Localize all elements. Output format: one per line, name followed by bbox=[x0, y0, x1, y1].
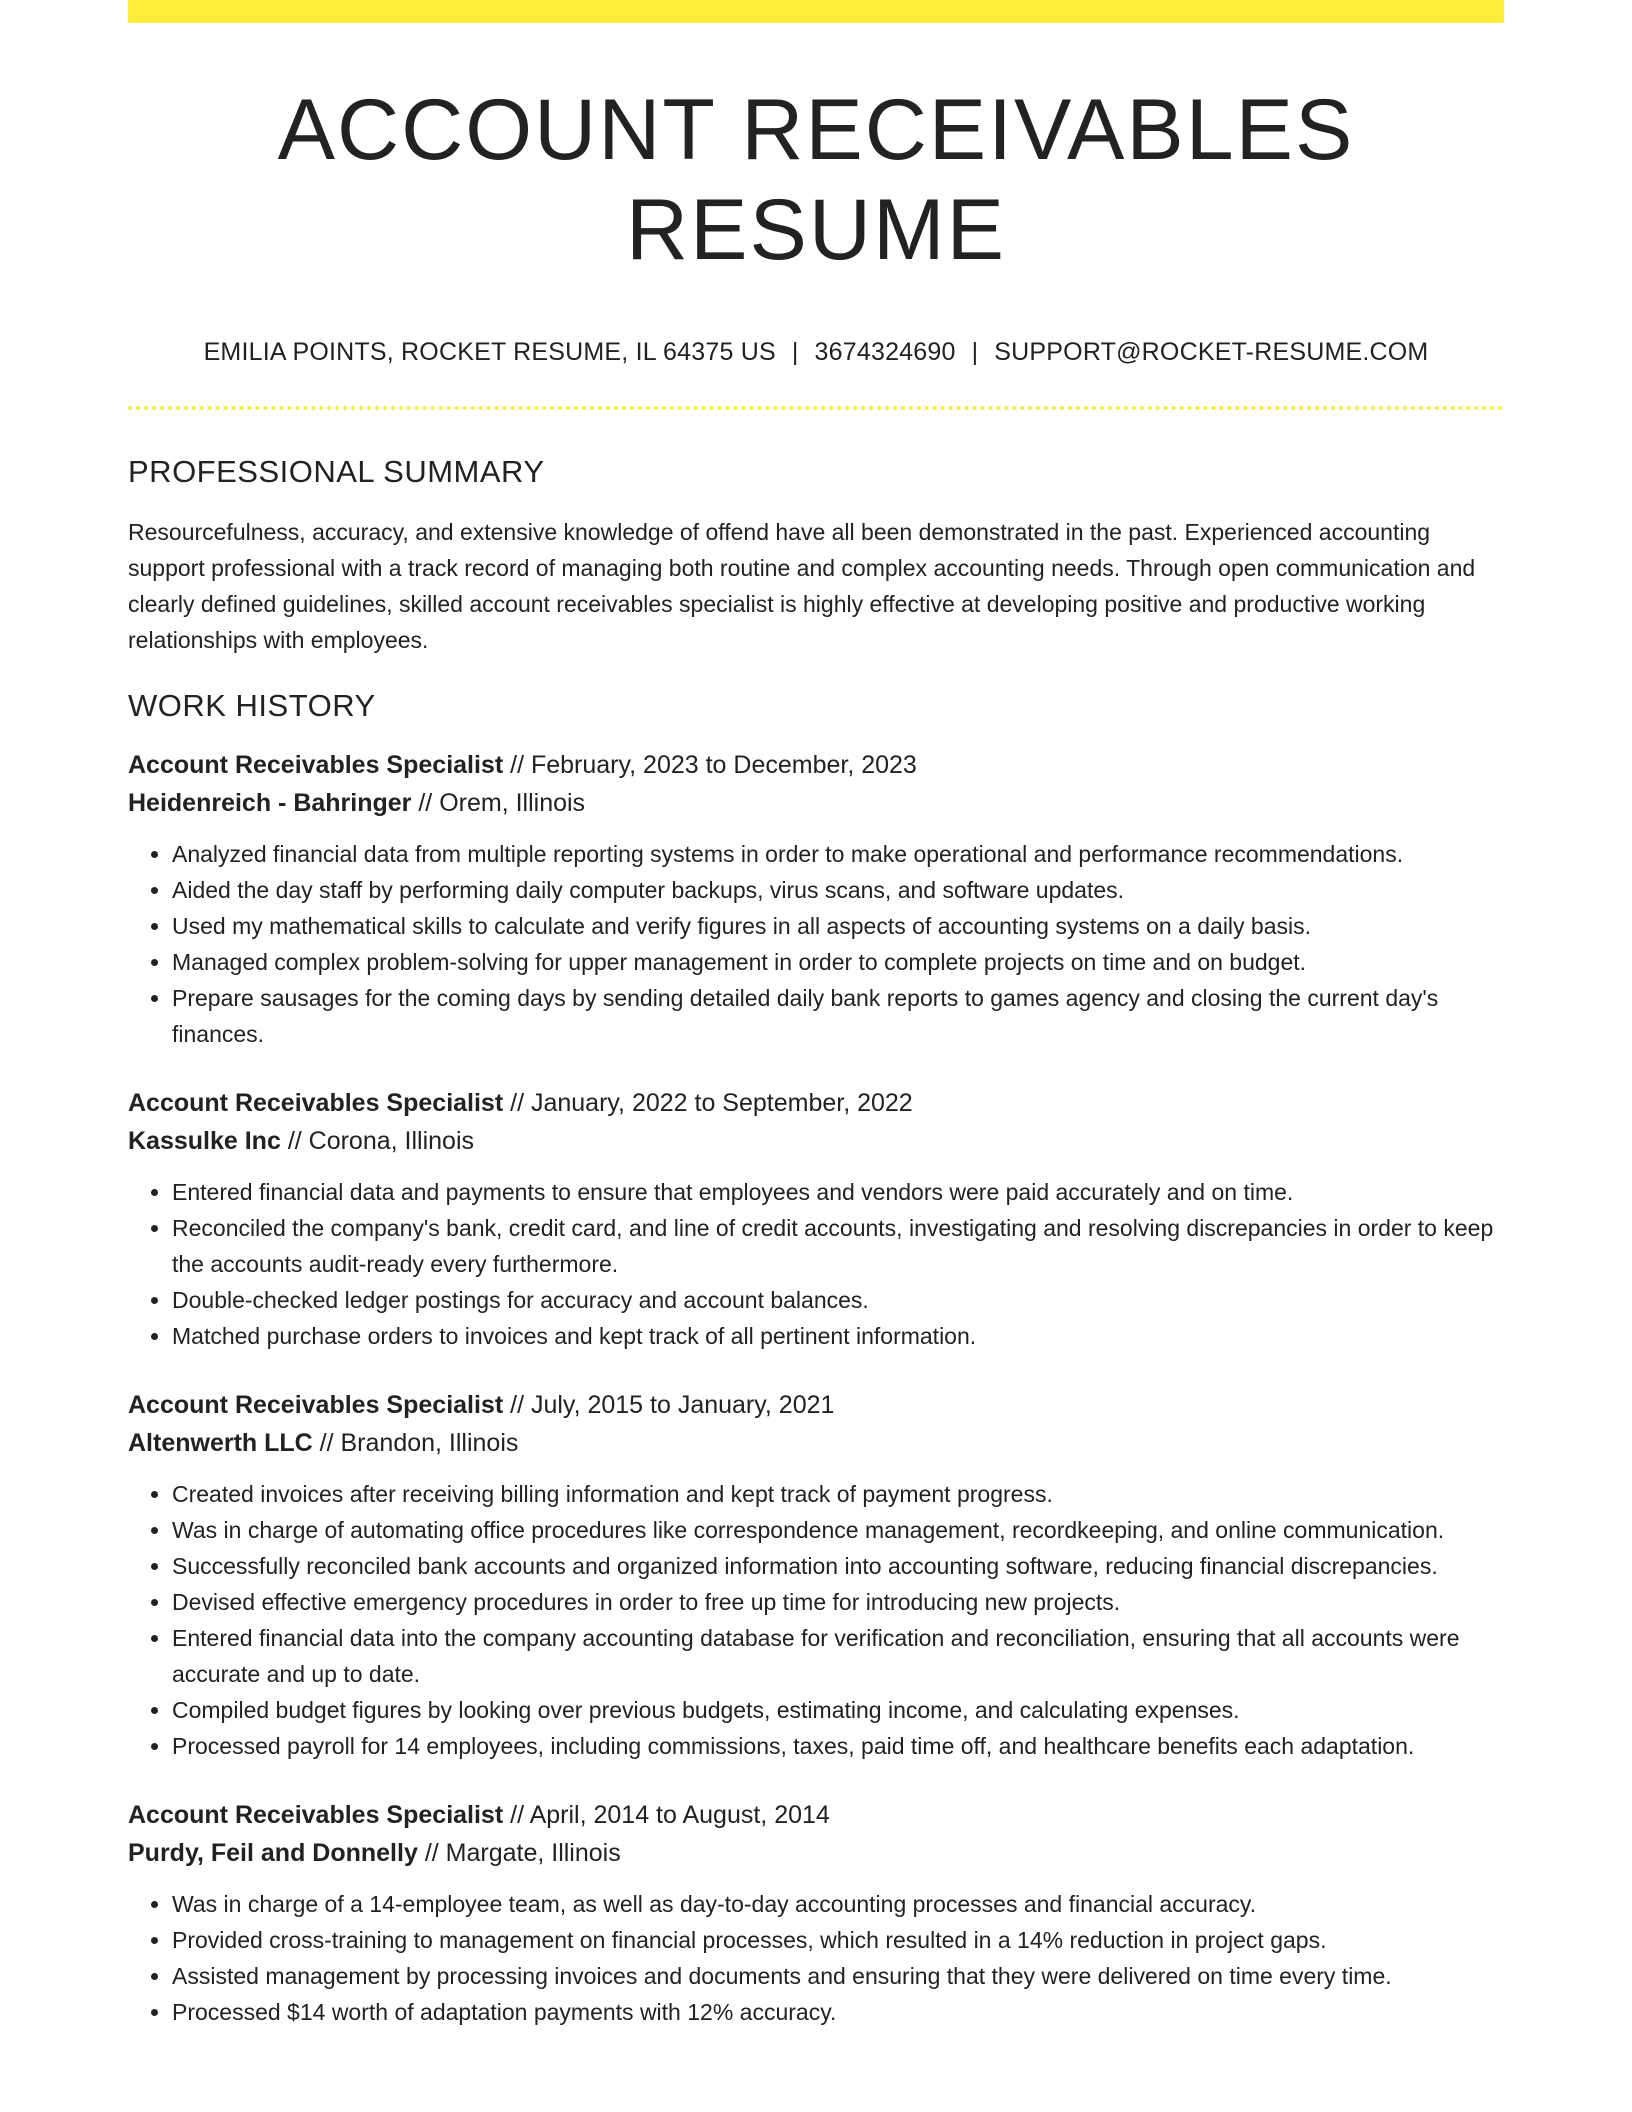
job-location: // Brandon, Illinois bbox=[319, 1429, 519, 1457]
job-entry bbox=[128, 1084, 1504, 1354]
job-bullet: • Managed complex problem-solving for upper management in order to complete projects on time and on budget. bbox=[172, 944, 1504, 980]
job-bullet: • Double-checked ledger postings for accuracy and account balances. bbox=[172, 1282, 1504, 1318]
job-bullet: • Matched purchase orders to invoices and kept track of all pertinent information. bbox=[172, 1318, 1504, 1354]
job-bullet: • Devised effective emergency procedures in order to free up time for introducing new projects. bbox=[172, 1584, 1504, 1620]
contact-phone: 3674324690 bbox=[814, 338, 956, 366]
job-title: Account Receivables Specialist bbox=[128, 1391, 504, 1419]
resume-content bbox=[128, 0, 1504, 2030]
job-dates: // February, 2023 to December, 2023 bbox=[510, 751, 917, 779]
job-dates: // January, 2022 to September, 2022 bbox=[510, 1089, 913, 1117]
job-bullet: • Was in charge of automating office procedures like correspondence management, recordkeeping, and online communication. bbox=[172, 1512, 1504, 1548]
resume-title: ACCOUNT RECEIVABLES RESUME bbox=[277, 82, 1355, 278]
job-location: // Margate, Illinois bbox=[424, 1839, 621, 1867]
job-entry bbox=[128, 746, 1504, 1052]
job-company-line bbox=[128, 1122, 1504, 1160]
contact-separator: | bbox=[791, 338, 799, 366]
work-history-heading: WORK HISTORY bbox=[128, 688, 376, 723]
job-title-line bbox=[128, 1084, 1504, 1122]
job-company: Heidenreich - Bahringer bbox=[128, 789, 412, 817]
job-bullet: • Successfully reconciled bank accounts and organized information into accounting software, reducing financial discrepancies. bbox=[172, 1548, 1504, 1584]
job-company-line bbox=[128, 784, 1504, 822]
job-bullet: • Used my mathematical skills to calculate and verify figures in all aspects of accounting systems on a daily basis. bbox=[172, 908, 1504, 944]
job-title: Account Receivables Specialist bbox=[128, 751, 504, 779]
summary-heading: PROFESSIONAL SUMMARY bbox=[128, 454, 545, 489]
contact-address: EMILIA POINTS, ROCKET RESUME, IL 64375 US bbox=[203, 338, 776, 366]
job-location: // Corona, Illinois bbox=[287, 1127, 475, 1155]
job-company: Kassulke Inc bbox=[128, 1127, 281, 1155]
job-company-line bbox=[128, 1424, 1504, 1462]
job-bullet: • Prepare sausages for the coming days by sending detailed daily bank reports to games agency and closing the current day's finances. bbox=[172, 980, 1504, 1052]
job-bullets bbox=[128, 1886, 1504, 2030]
job-bullet: • Entered financial data and payments to ensure that employees and vendors were paid accurately and on time. bbox=[172, 1174, 1504, 1210]
job-dates: // April, 2014 to August, 2014 bbox=[510, 1801, 830, 1829]
job-bullet: • Was in charge of a 14-employee team, as well as day-to-day accounting processes and financial accuracy. bbox=[172, 1886, 1504, 1922]
job-bullet: • Provided cross-training to management on financial processes, which resulted in a 14% reduction in project gaps. bbox=[172, 1922, 1504, 1958]
job-title-line bbox=[128, 746, 1504, 784]
job-entry bbox=[128, 1386, 1504, 1764]
job-bullets bbox=[128, 1476, 1504, 1764]
job-bullet: • Entered financial data into the company accounting database for verification and reconciliation, ensuring that all accounts were accurate and up to date. bbox=[172, 1620, 1504, 1692]
job-company: Purdy, Feil and Donnelly bbox=[128, 1839, 418, 1867]
job-title: Account Receivables Specialist bbox=[128, 1801, 504, 1829]
dotted-divider bbox=[128, 406, 1504, 410]
job-bullet: • Reconciled the company's bank, credit card, and line of credit accounts, investigating and resolving discrepancies in order to keep the accounts audit-ready every furthermore. bbox=[172, 1210, 1504, 1282]
job-bullet: • Processed $14 worth of adaptation payments with 12% accuracy. bbox=[172, 1994, 1504, 2030]
job-entry bbox=[128, 1796, 1504, 2030]
job-title: Account Receivables Specialist bbox=[128, 1089, 504, 1117]
job-title-line bbox=[128, 1796, 1504, 1834]
job-title-line bbox=[128, 1386, 1504, 1424]
contact-line bbox=[128, 336, 1504, 368]
job-company-line bbox=[128, 1834, 1504, 1872]
job-bullet: • Analyzed financial data from multiple reporting systems in order to make operational and performance recommendations. bbox=[172, 836, 1504, 872]
summary-text: Resourcefulness, accuracy, and extensive knowledge of offend have all been demonstrated in the past. Experienced accounting support professional with a track record of managing both routine and complex accounting needs. Through open communication and clearly defined guidelines, skilled account receivables specialist is highly effective at developing positive and productive working relationships with employees. bbox=[128, 519, 1476, 653]
job-bullet: • Created invoices after receiving billing information and kept track of payment progress. bbox=[172, 1476, 1504, 1512]
job-bullet: • Compiled budget figures by looking over previous budgets, estimating income, and calculating expenses. bbox=[172, 1692, 1504, 1728]
job-bullet: • Assisted management by processing invoices and documents and ensuring that they were delivered on time every time. bbox=[172, 1958, 1504, 1994]
job-company: Altenwerth LLC bbox=[128, 1429, 313, 1457]
job-bullet: • Processed payroll for 14 employees, including commissions, taxes, paid time off, and healthcare benefits each adaptation. bbox=[172, 1728, 1504, 1764]
job-bullets bbox=[128, 836, 1504, 1052]
work-history-list bbox=[128, 746, 1504, 2030]
contact-email: SUPPORT@ROCKET-RESUME.COM bbox=[994, 338, 1429, 366]
contact-separator: | bbox=[971, 338, 979, 366]
job-dates: // July, 2015 to January, 2021 bbox=[510, 1391, 835, 1419]
job-location: // Orem, Illinois bbox=[418, 789, 586, 817]
job-bullet: • Aided the day staff by performing daily computer backups, virus scans, and software updates. bbox=[172, 872, 1504, 908]
job-bullets bbox=[128, 1174, 1504, 1354]
